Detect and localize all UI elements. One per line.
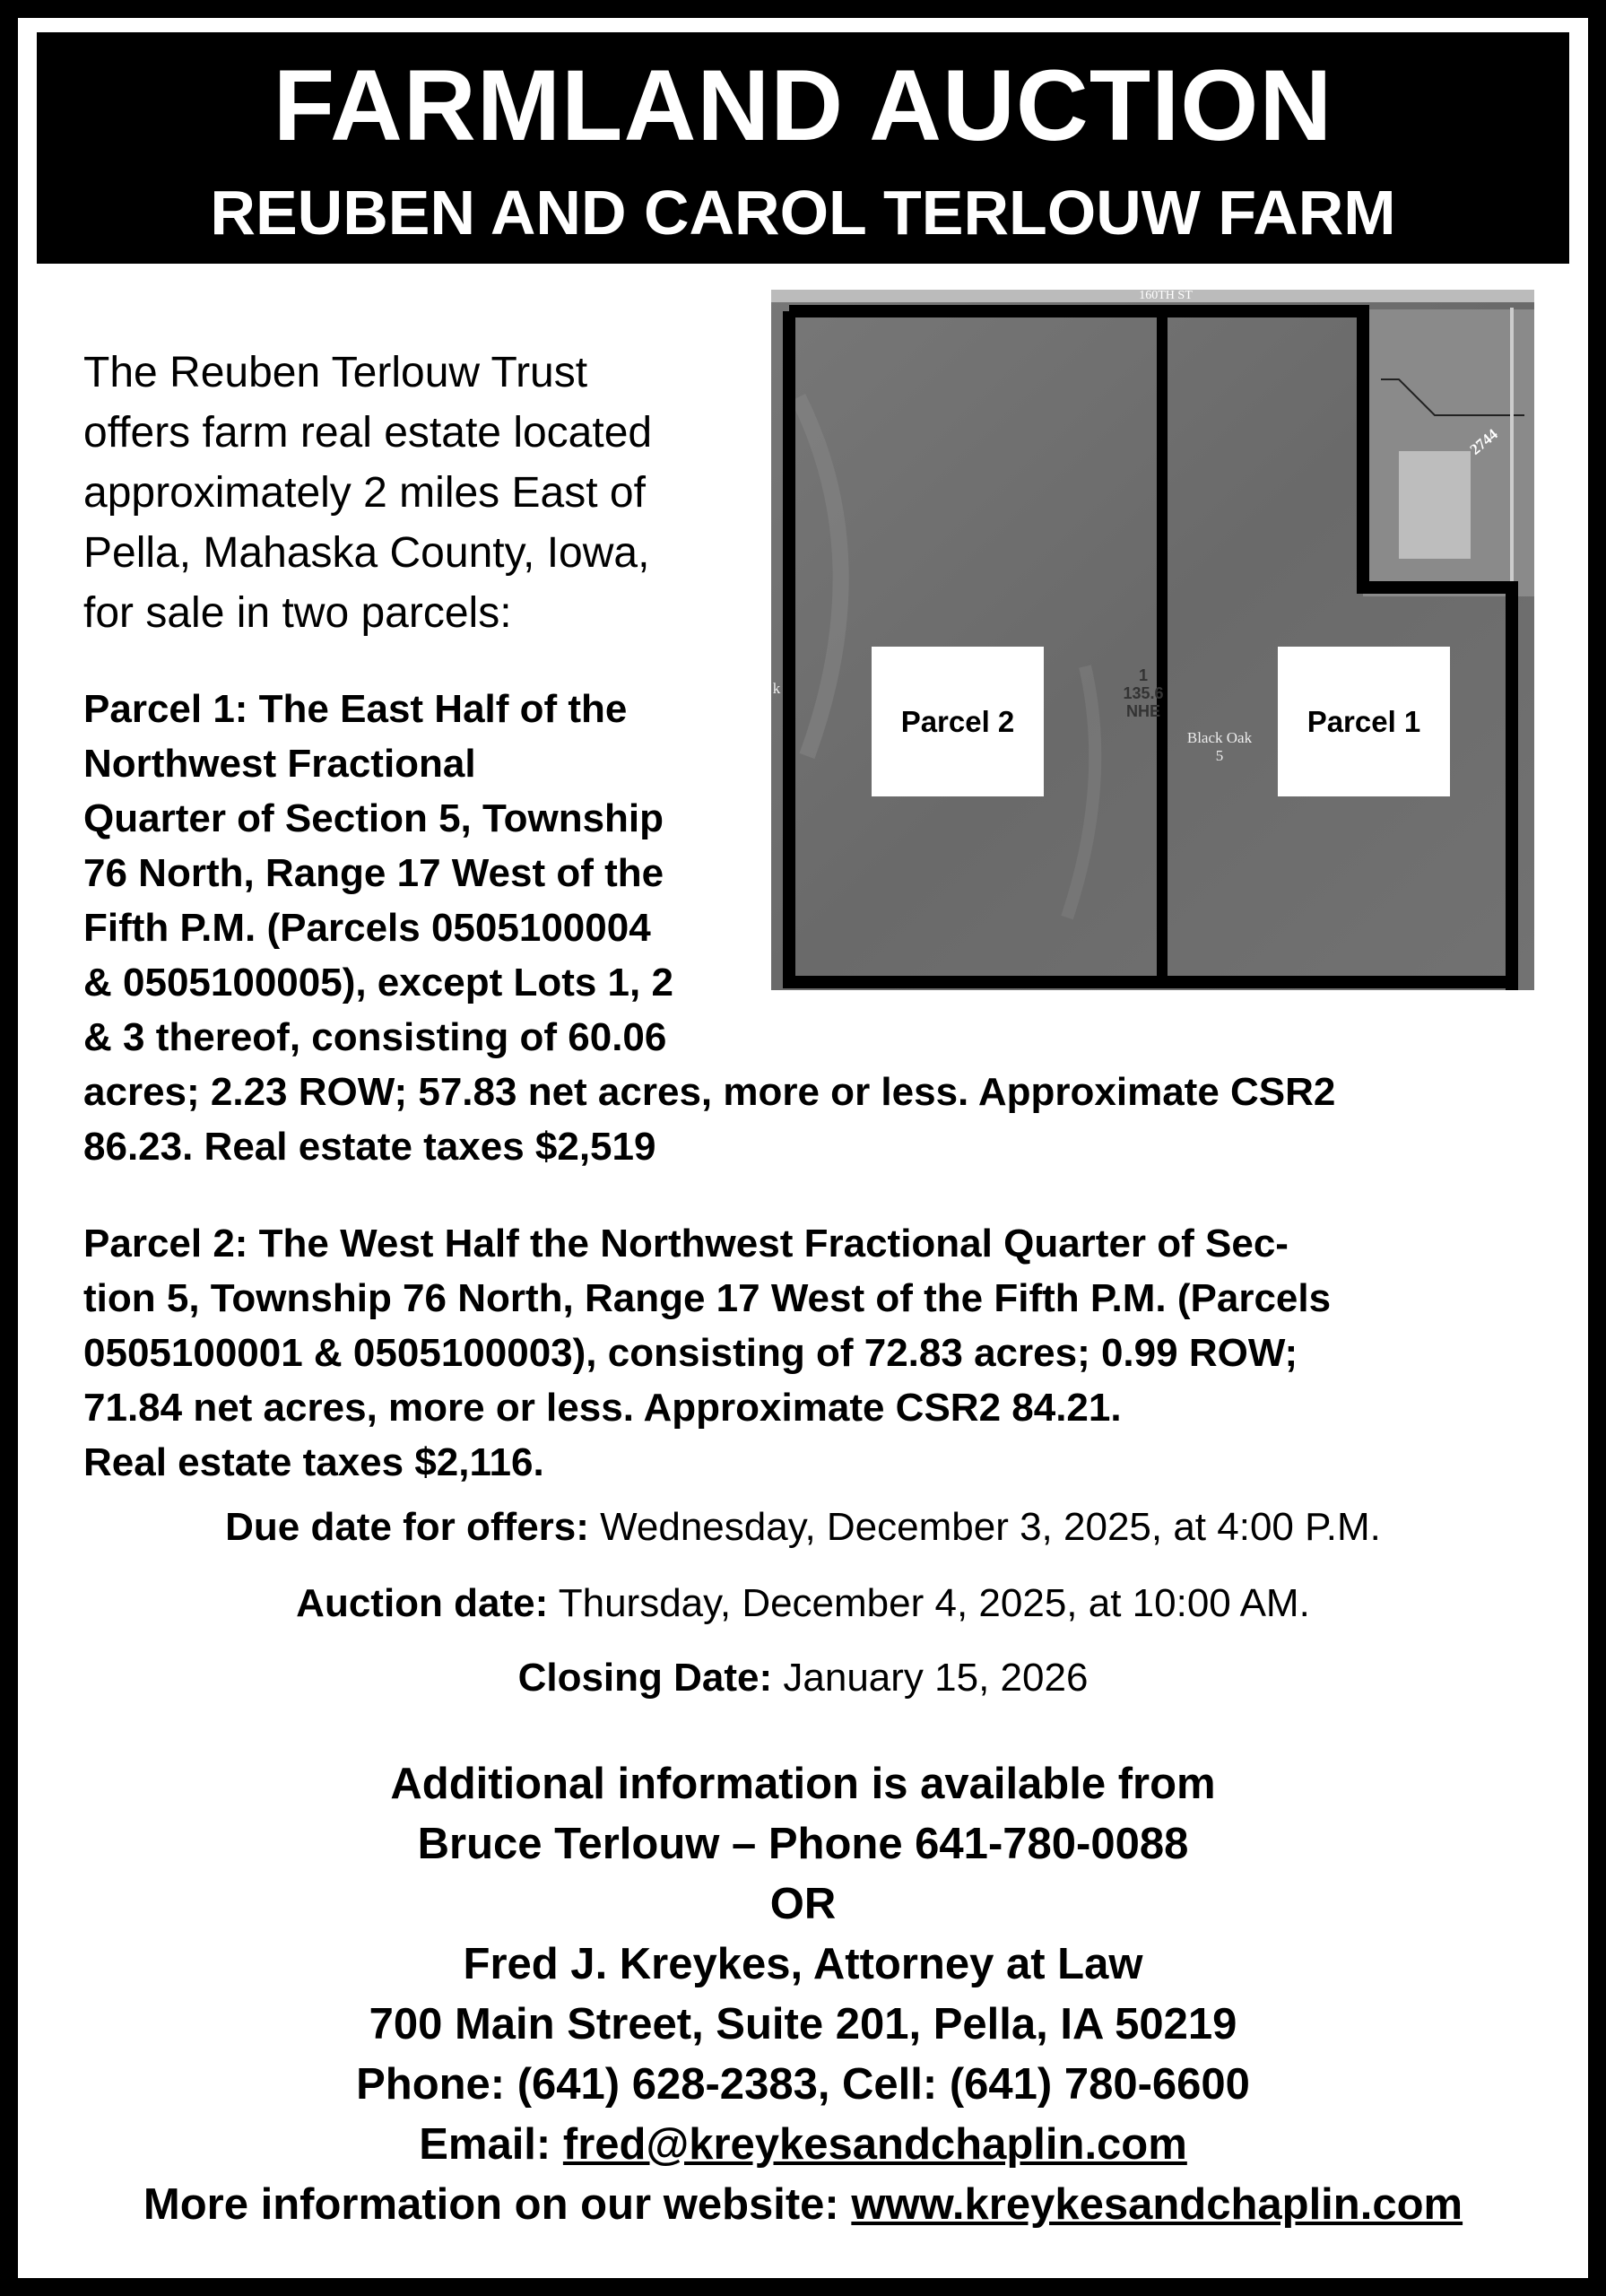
text-line: 5 [1215,747,1224,764]
contact-email-line [18,2115,1588,2175]
text-line: Quarter of Section 5, Township [83,796,664,840]
closing-value: January 15, 2026 [783,1656,1089,1700]
parcel-1-label: Parcel 1 [1278,647,1450,796]
text-line: Parcel 1: The East Half of the [83,687,628,731]
road-label: 160TH ST [1139,289,1193,302]
website-label: More information on our website: [143,2180,839,2229]
auction-date [18,1578,1588,1629]
text-line: Black Oak [1186,729,1253,746]
offers-value: Wednesday, December 3, 2025, at 4:00 P.M. [600,1505,1381,1549]
text-line: 1 [1138,666,1148,684]
text-line: 135.6 [1123,684,1164,702]
text-line: & 0505100005), except Lots 1, 2 [83,961,673,1004]
closing-label: Closing Date: [517,1656,773,1700]
contact-or: OR [769,1880,837,1928]
parcel-2-description [83,1216,1331,1490]
text-line: for sale in two parcels: [83,589,512,637]
email-link[interactable]: fred@kreykesandchaplin.com [562,2120,1187,2169]
contact-info [18,1754,1588,2235]
text-line: 0505100001 & 0505100003), consisting of 72.83 acres; 0.99 ROW; [83,1331,1298,1375]
parcel-1-description [83,682,1335,1174]
address-label: 2744 [1466,425,1501,458]
auction-flyer [18,18,1588,2278]
text-line: offers farm real estate located [83,409,653,457]
text-line: Northwest Fractional [83,742,476,786]
text-line: 76 North, Range 17 West of the [83,851,664,895]
auction-value: Thursday, December 4, 2025, at 10:00 AM. [558,1581,1310,1625]
offers-label: Due date for offers: [225,1505,589,1549]
header-banner [37,32,1569,264]
flyer-title: FARMLAND AUCTION [273,49,1333,161]
text-line: Real estate taxes $2,116. [83,1440,544,1484]
offers-due-date [18,1502,1588,1552]
closing-date [18,1653,1588,1703]
flyer-subtitle: REUBEN AND CAROL TERLOUW FARM [210,178,1396,248]
text-line: 71.84 net acres, more or less. Approximate CSR2 84.21. [83,1386,1122,1430]
contact-website-line [18,2175,1588,2235]
text-line: tion 5, Township 76 North, Range 17 West of the Fifth P.M. (Parcels [83,1276,1332,1320]
text-line: Pella, Mahaska County, Iowa, [83,529,650,577]
text-line: approximately 2 miles East of [83,469,646,517]
text-line: NHE [1125,702,1160,720]
website-link[interactable]: www.kreykesandchaplin.com [851,2180,1463,2229]
auction-label: Auction date: [296,1581,549,1625]
text-line: Parcel 2: The West Half the Northwest Fractional Quarter of Sec- [83,1222,1289,1265]
intro-paragraph [83,343,652,643]
text-line: The Reuben Terlouw Trust [83,349,588,396]
contact-bruce: Bruce Terlouw – Phone 641-780-0088 [417,1820,1189,1868]
text-line: Fifth P.M. (Parcels 0505100004 [83,906,651,950]
text-line: & 3 thereof, consisting of 60.06 [83,1015,667,1059]
parcel-2-label: Parcel 2 [872,647,1044,796]
left-edge-label: k [772,680,781,697]
text-line: acres; 2.23 ROW; 57.83 net acres, more or less. Approximate CSR2 [83,1070,1336,1114]
contact-phones: Phone: (641) 628-2383, Cell: (641) 780-6600 [356,2060,1250,2109]
text-line: 86.23. Real estate taxes $2,519 [83,1125,656,1169]
email-label: Email: [419,2120,551,2169]
contact-address: 700 Main Street, Suite 201, Pella, IA 50219 [369,2000,1237,2048]
contact-intro: Additional information is available from [390,1760,1216,1808]
contact-attorney: Fred J. Kreykes, Attorney at Law [463,1940,1143,1988]
